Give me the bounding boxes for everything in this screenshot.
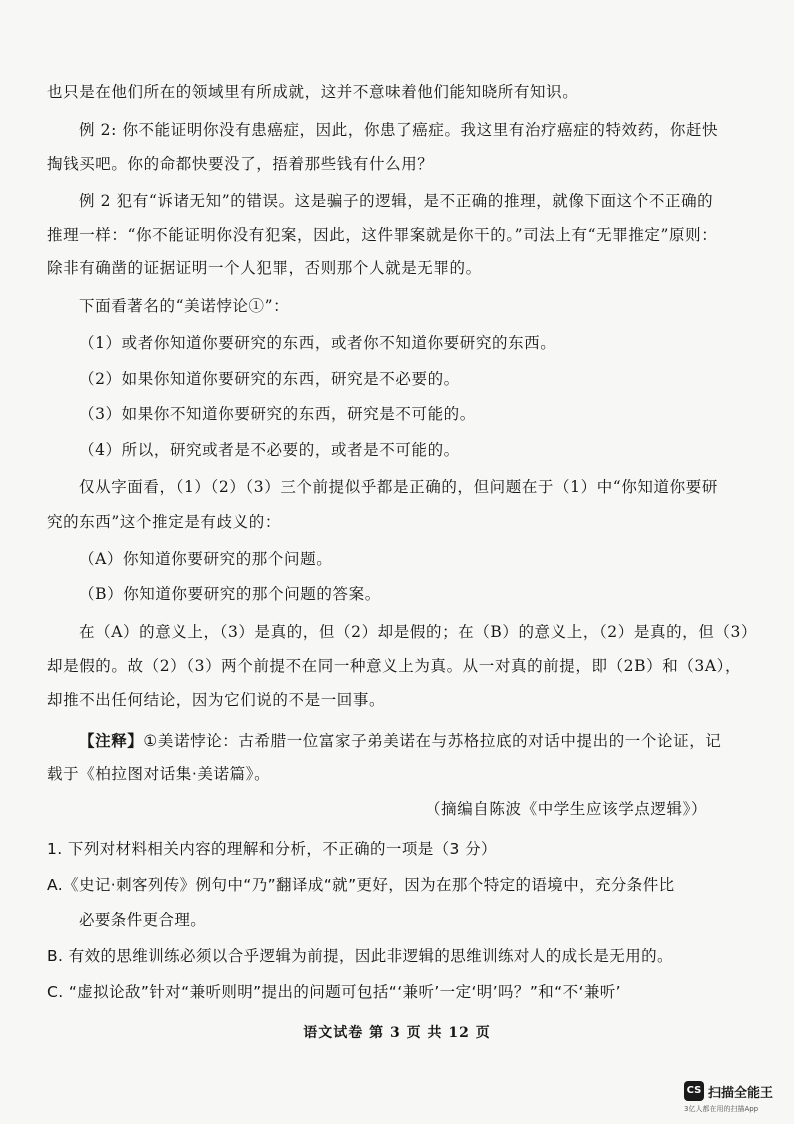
option-a-line-1: A.《史记·刺客列传》例句中“乃”翻译成“就”更好，因为在那个特定的语境中，充分条件比	[47, 876, 675, 894]
option-b: B. 有效的思维训练必须以合乎逻辑为前提，因此非逻辑的思维训练对人的成长是无用的。	[47, 947, 673, 965]
literal-analysis-line-1: 仅从字面看，（1）（2）（3）三个前提似乎都是正确的，但问题在于（1）中“你知道你要研	[79, 478, 718, 496]
example-2-line-2: 掏钱买吧。你的命都快要没了，捂着那些钱有什么用？	[47, 155, 434, 173]
question-1-stem: 1. 下列对材料相关内容的理解和分析，不正确的一项是（3 分）	[47, 840, 497, 858]
scanner-watermark	[684, 1079, 788, 1119]
sense-analysis-line-1: 在（A）的意义上，（3）是真的，但（2）却是假的；在（B）的意义上，（2）是真的，但（3）	[79, 623, 758, 641]
premise-4: （4）所以，研究或者是不必要的，或者是不可能的。	[79, 441, 460, 459]
annotation-text: ①美诺悖论：古希腊一位富家子弟美诺在与苏格拉底的对话中提出的一个论证，记	[143, 732, 722, 750]
sense-analysis-line-2: 却是假的。故（2）（3）两个前提不在同一种意义上为真。从一对真的前提，即（2B）和（3A），	[47, 657, 742, 675]
premise-3: （3）如果你不知道你要研究的东西，研究是不可能的。	[79, 405, 476, 423]
premise-2: （2）如果你知道你要研究的东西，研究是不必要的。	[79, 370, 460, 388]
reading-a: （A）你知道你要研究的那个问题。	[79, 550, 333, 568]
option-c: C. “虚拟论敌”针对“兼听则明”提出的问题可包括“‘兼听’一定‘明’吗？”和“不‘兼听’	[47, 983, 621, 1001]
example-2-comment-line-3: 除非有确凿的证据证明一个人犯罪，否则那个人就是无罪的。	[47, 259, 482, 277]
page-footer: 语文试卷 第 3 页 共 12 页	[303, 1025, 491, 1041]
source-citation: （摘编自陈波《中学生应该学点逻辑》）	[425, 800, 708, 818]
premise-1: （1）或者你知道你要研究的东西，或者你不知道你要研究的东西。	[79, 334, 557, 352]
example-2-comment-line-2: 推理一样：“你不能证明你没有犯案，因此，这件罪案就是你干的。”司法上有“无罪推定”原则：	[47, 226, 718, 244]
annotation-tag: 【注释】	[79, 732, 144, 750]
camscanner-logo-icon: CS	[684, 1081, 704, 1101]
annotation-line-1	[79, 731, 721, 751]
option-a-line-2: 必要条件更合理。	[79, 911, 207, 929]
example-2-line-1: 例 2: 你不能证明你没有患癌症，因此，你患了癌症。我这里有治疗癌症的特效药，你赶快	[79, 121, 719, 139]
watermark-tagline: 3亿人都在用的扫描App	[684, 1105, 759, 1113]
example-2-comment-line-1: 例 2 犯有“诉诸无知”的错误。这是骗子的逻辑，是不正确的推理，就像下面这个不正确的	[79, 192, 714, 210]
paragraph-line: 也只是在他们所在的领域里有所成就，这并不意味着他们能知晓所有知识。	[47, 83, 579, 101]
sense-analysis-line-3: 却推不出任何结论，因为它们说的不是一回事。	[47, 691, 386, 709]
reading-b: （B）你知道你要研究的那个问题的答案。	[79, 585, 381, 603]
watermark-app-name: 扫描全能王	[708, 1086, 774, 1101]
literal-analysis-line-2: 究的东西”这个推定是有歧义的：	[47, 513, 281, 531]
annotation-line-2: 载于《柏拉图对话集·美诺篇》。	[47, 765, 271, 783]
meno-paradox-intro: 下面看著名的“美诺悖论①”：	[79, 297, 290, 315]
